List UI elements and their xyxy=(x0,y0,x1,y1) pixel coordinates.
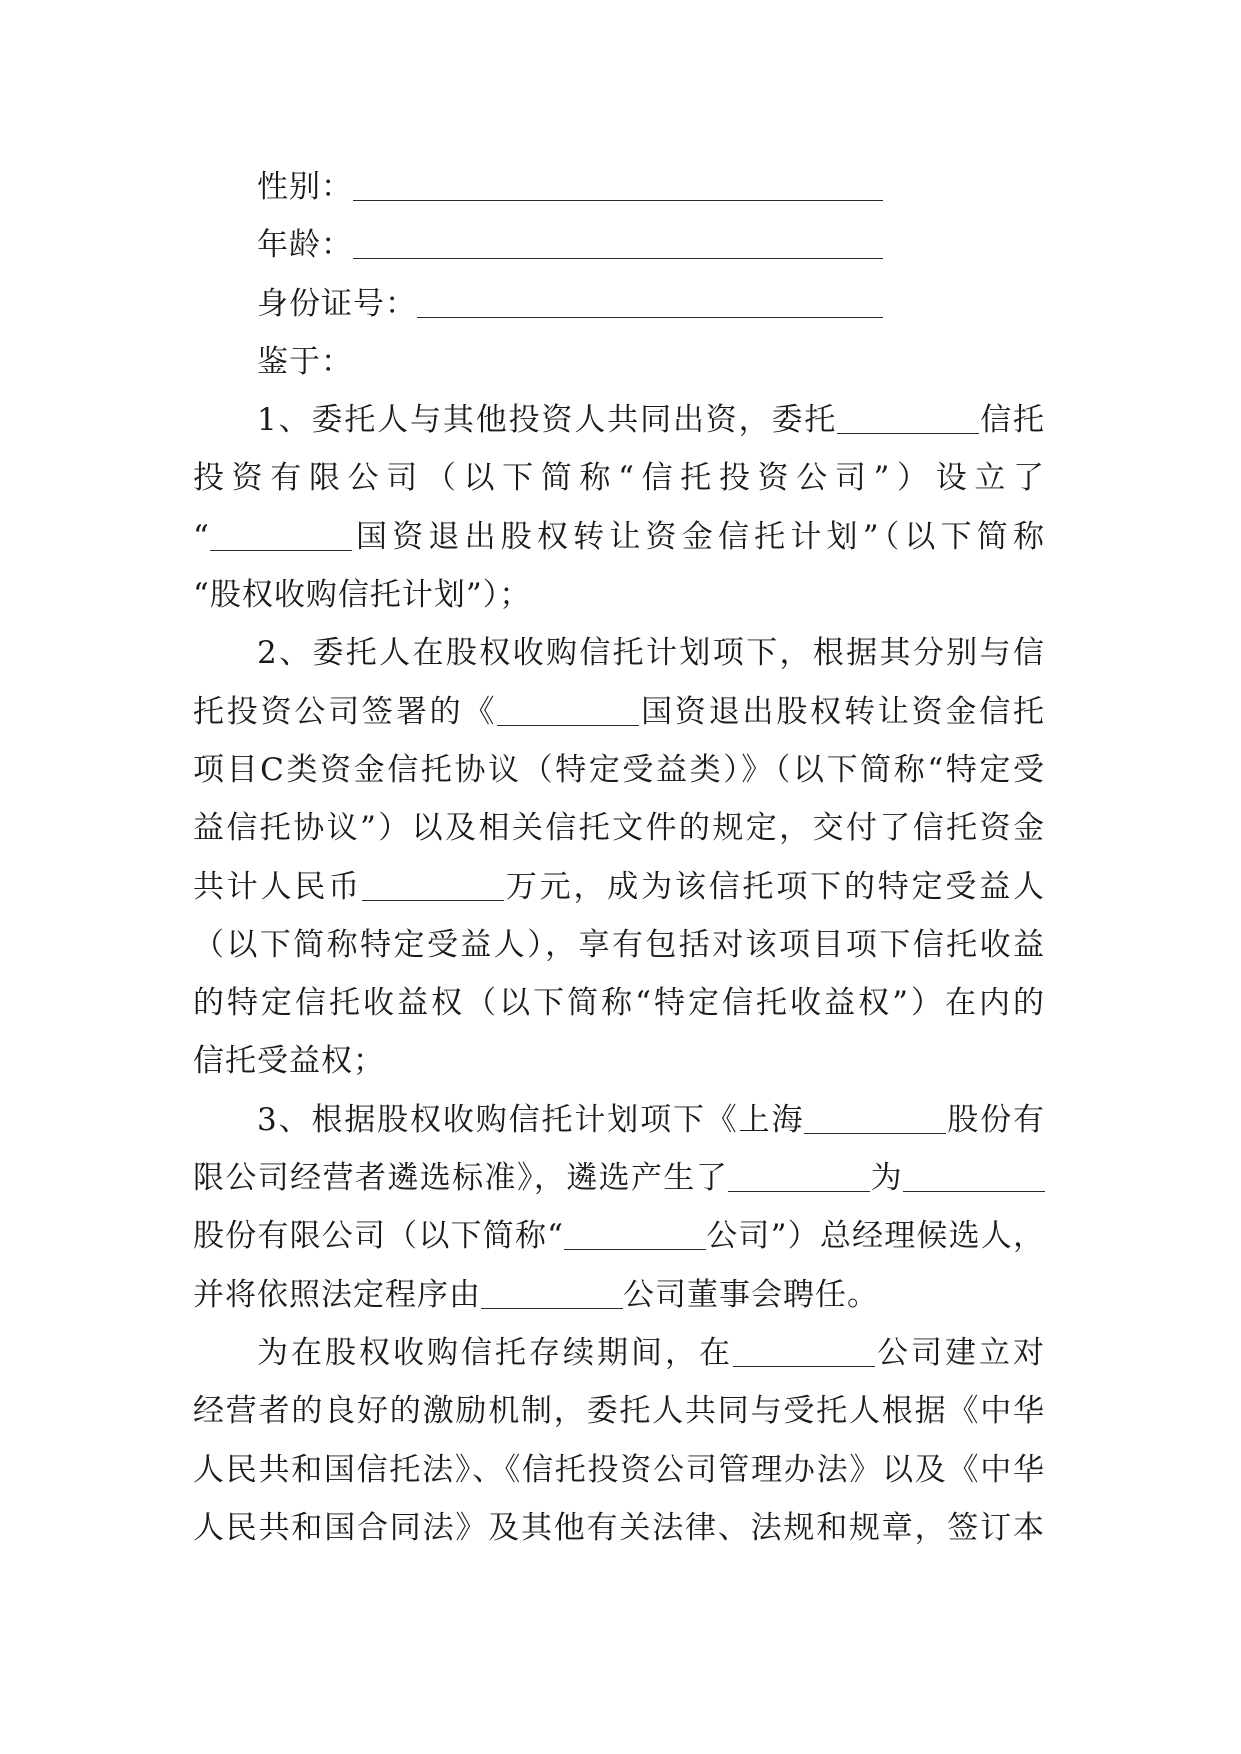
clause-2-text-c: 共计人民币 xyxy=(193,868,363,905)
plan-name-blank xyxy=(210,519,352,551)
age-label: 年龄： xyxy=(257,227,353,264)
clause-3-text-c: 限公司经营者遴选标准》，遴选产生了 xyxy=(193,1160,729,1197)
clause-3-line-3 xyxy=(193,1207,1045,1265)
clause-3-text-g: 并将依照法定程序由 xyxy=(193,1276,481,1313)
clause-3-text-b: 股份有 xyxy=(946,1101,1045,1138)
company-short-name-blank xyxy=(564,1218,706,1250)
clause-1-line-3 xyxy=(193,508,1045,566)
gender-field xyxy=(193,158,1045,216)
clause-2-line-1: 2、委托人在股权收购信托计划项下，根据其分别与信 xyxy=(257,635,1045,672)
clause-1-line-1 xyxy=(193,391,1045,449)
board-company-blank xyxy=(481,1277,623,1309)
clause-3-text-a: 3、根据股权收购信托计划项下《上海 xyxy=(257,1101,805,1138)
clause-2-text-d: 万元，成为该信托项下的特定受益人 xyxy=(504,868,1046,905)
clause-1 xyxy=(193,391,1045,624)
age-blank xyxy=(353,227,883,259)
id-number-label: 身份证号： xyxy=(257,285,417,322)
age-field xyxy=(193,216,1045,274)
trust-company-blank xyxy=(837,402,979,434)
shanghai-company-blank xyxy=(804,1102,946,1134)
closing-line-4: 人民共和国合同法》及其他有关法律、法规和规章，签订本 xyxy=(193,1509,1045,1546)
clause-2-line-6: （以下简称特定受益人），享有包括对该项目项下信托收益 xyxy=(193,926,1045,963)
clause-1-line-2: 投资有限公司（以下简称“信托投资公司”）设立了 xyxy=(193,460,1045,497)
gender-blank xyxy=(353,169,883,201)
clause-2-line-2 xyxy=(193,683,1045,741)
clause-2-line-5 xyxy=(193,858,1045,916)
clause-3-line-1 xyxy=(193,1091,1045,1149)
clause-1-text-b: 信托 xyxy=(979,402,1045,439)
document-body xyxy=(193,158,1045,1557)
closing-text-a: 为在股权收购信托存续期间，在 xyxy=(257,1334,733,1371)
clause-1-text-d: 国资退出股权转让资金信托计划”（以下简称 xyxy=(351,518,1045,555)
company-blank-1 xyxy=(903,1160,1045,1192)
id-number-field xyxy=(193,275,1045,333)
closing-paragraph xyxy=(193,1324,1045,1557)
project-name-blank xyxy=(497,694,639,726)
closing-text-b: 公司建立对 xyxy=(875,1334,1045,1371)
amount-blank xyxy=(362,869,504,901)
clause-2-text-b: 国资退出股权转让资金信托 xyxy=(639,693,1046,730)
clause-3-line-4 xyxy=(193,1266,1045,1324)
closing-line-3: 人民共和国信托法》、《信托投资公司管理办法》以及《中华 xyxy=(193,1451,1045,1488)
clause-1-line-4: “股权收购信托计划”）； xyxy=(193,577,532,614)
clause-2-line-7: 的特定信托收益权（以下简称“特定信托收益权”）在内的 xyxy=(193,985,1045,1022)
clause-1-text-c: “ xyxy=(193,518,210,555)
candidate-blank xyxy=(728,1160,870,1192)
clause-1-text-a: 1、委托人与其他投资人共同出资，委托 xyxy=(257,402,838,439)
closing-line-2: 经营者的良好的激励机制，委托人共同与受托人根据《中华 xyxy=(193,1393,1045,1430)
incentive-company-blank xyxy=(733,1335,875,1367)
whereas-heading: 鉴于： xyxy=(257,343,353,380)
clause-3 xyxy=(193,1091,1045,1324)
clause-3-text-e: 股份有限公司（以下简称“ xyxy=(193,1218,564,1255)
clause-3-line-2 xyxy=(193,1149,1045,1207)
clause-2 xyxy=(193,624,1045,1090)
clause-3-text-h: 公司董事会聘任。 xyxy=(623,1276,879,1313)
id-number-blank xyxy=(417,286,883,318)
clause-2-line-8: 信托受益权； xyxy=(193,1043,385,1080)
clause-2-line-4: 益信托协议”）以及相关信托文件的规定，交付了信托资金 xyxy=(193,810,1045,847)
clause-2-line-3: 项目C类资金信托协议（特定受益类）》（以下简称“特定受 xyxy=(193,751,1045,788)
clause-3-text-f: 公司”）总经理候选人， xyxy=(706,1218,1045,1255)
gender-label: 性别： xyxy=(257,169,353,205)
closing-line-1 xyxy=(193,1324,1045,1382)
clause-3-text-d: 为 xyxy=(870,1160,904,1197)
clause-2-text-a: 托投资公司签署的《 xyxy=(193,693,498,730)
